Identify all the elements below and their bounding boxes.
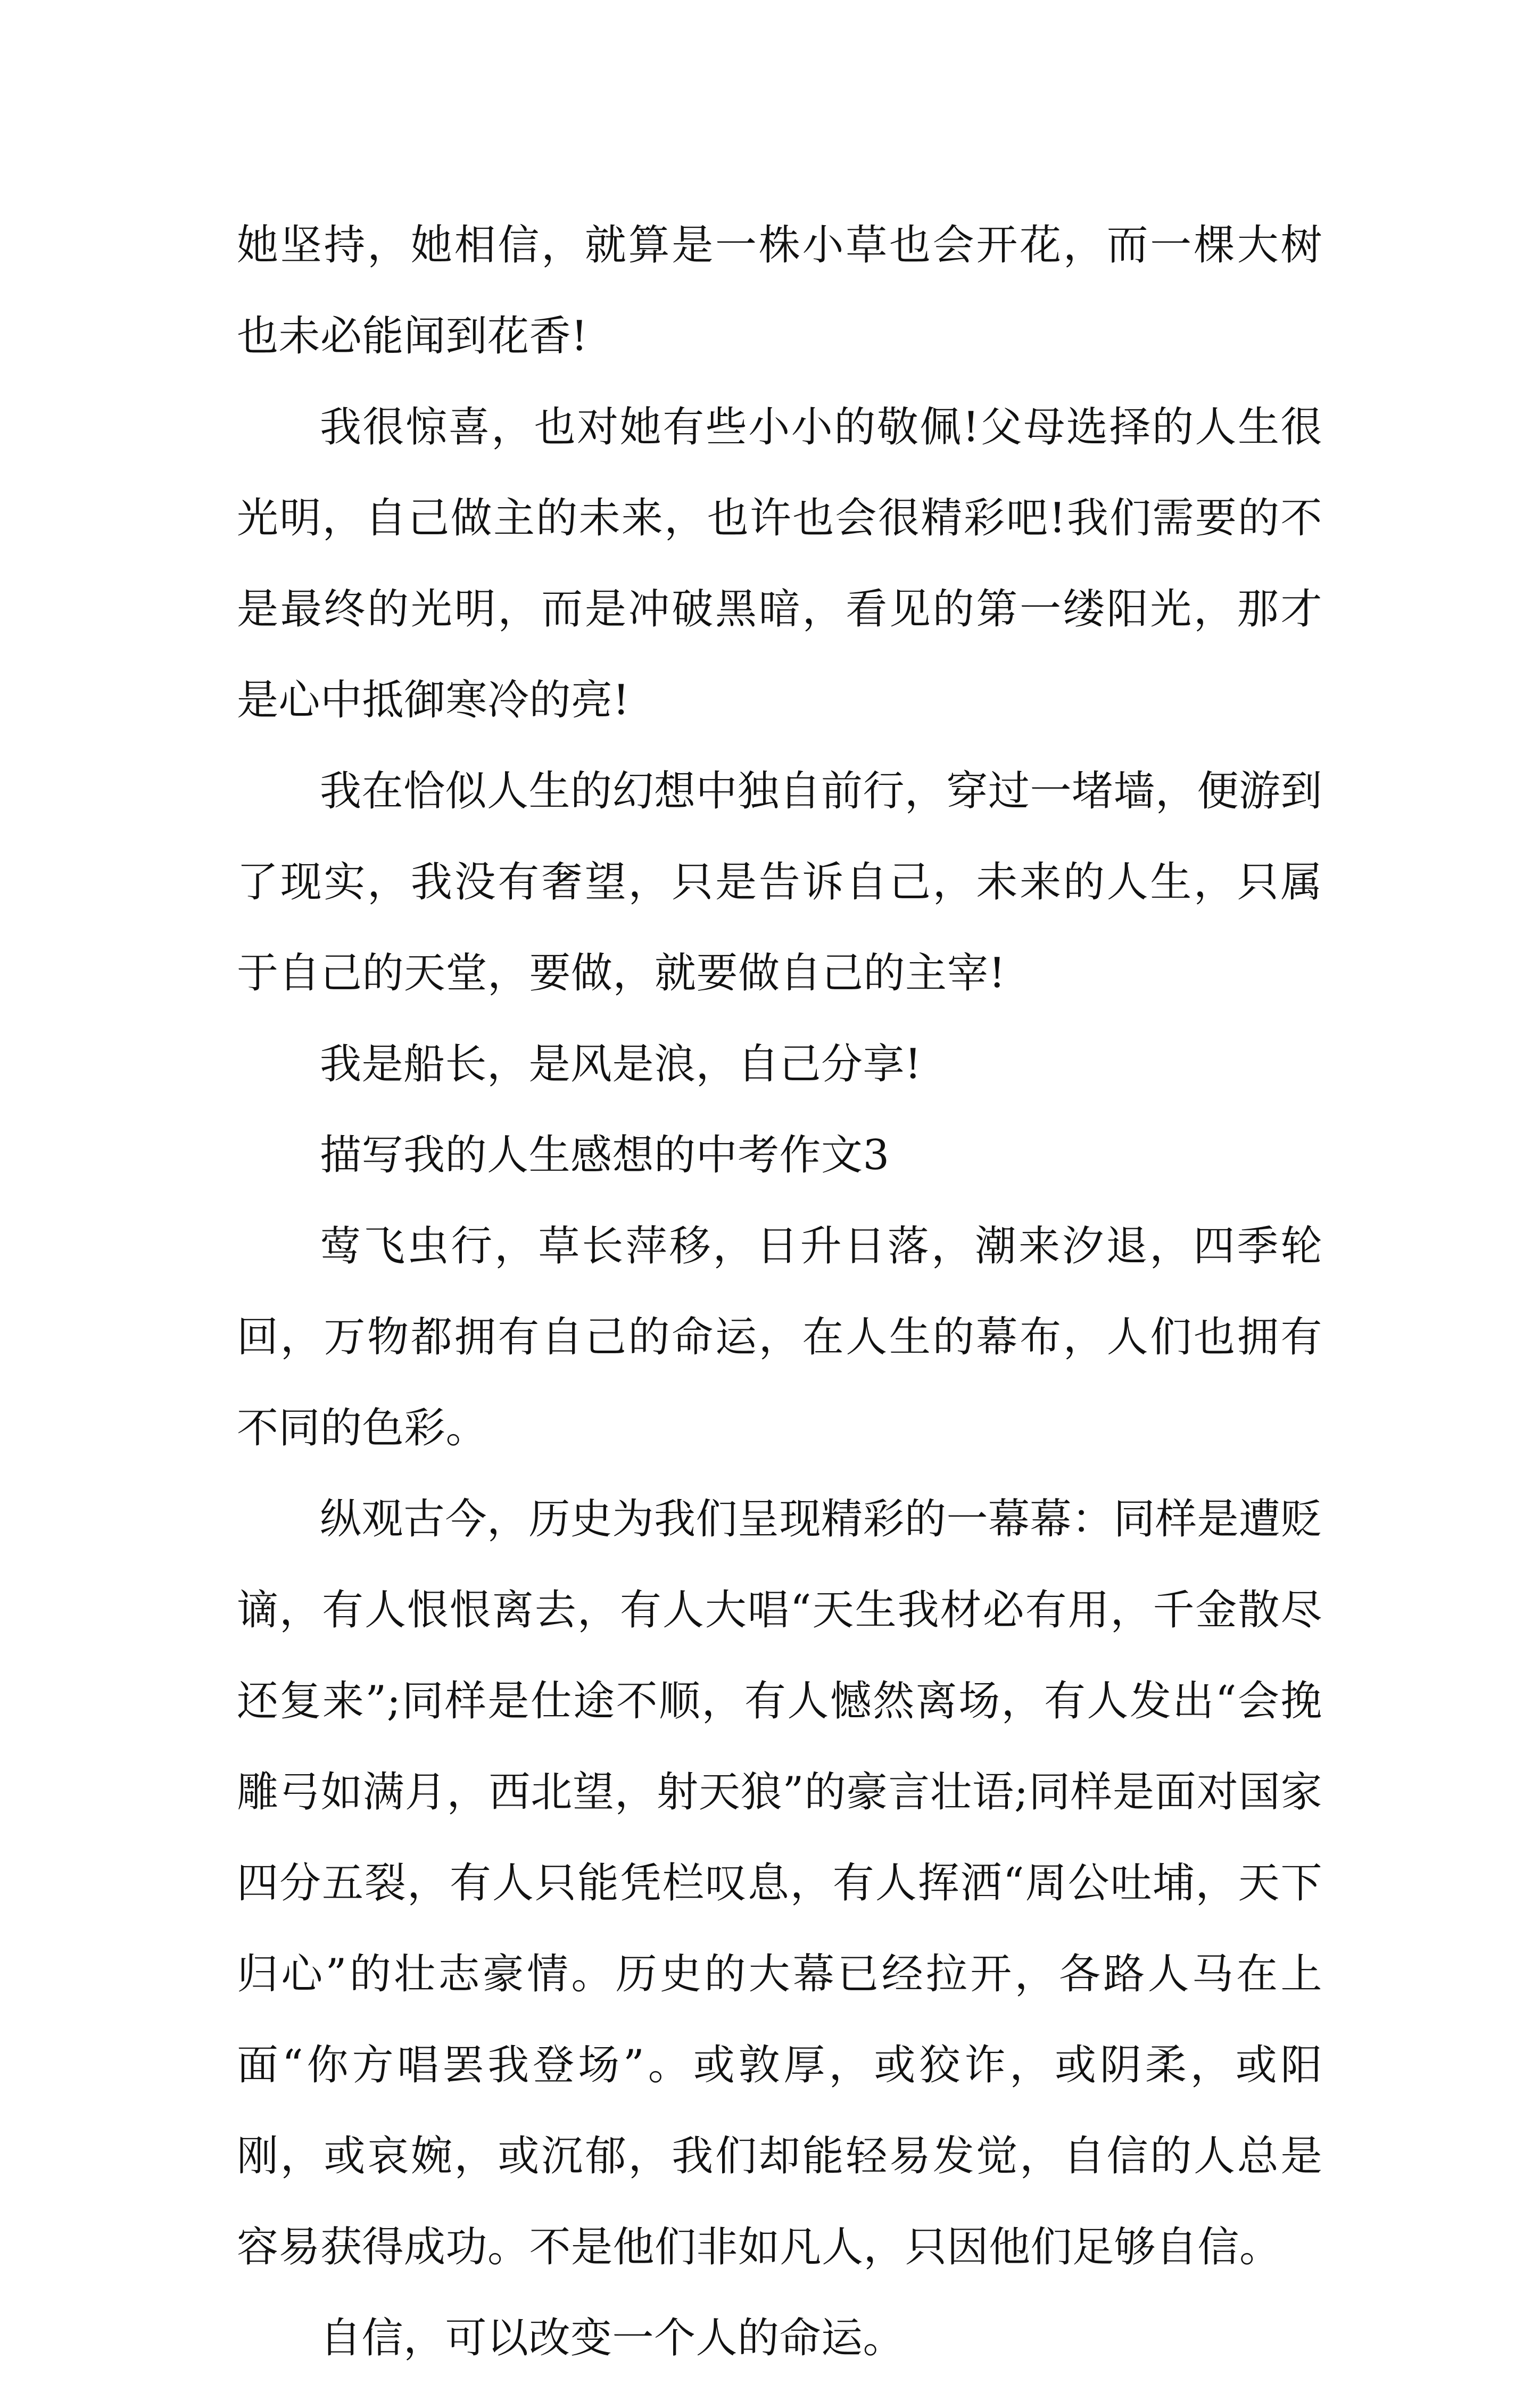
paragraph-7: 自信，可以改变一个人的命运。 <box>320 2314 905 2362</box>
paragraph-6: 纵观古今，历史为我们呈现精彩的一幕幕：同样是遭贬谪，有人恨恨离去，有人大唱“天生我材必有用，千金散尽还复来”;同样是仕途不顺，有人憾然离场，有人发出“会挽雕弓如满月，西北望，射天狼”的豪言壮语;同样是面对国家四分五裂，有人只能凭栏叹息，有人挥洒“周公吐埔，天下归心”的壮志豪情。历史的大幕已经拉开，各路人马在上面“你方唱罢我登场”。或敦厚，或狡诈，或阴柔，或阳刚，或哀婉，或沉郁，我们却能轻易发觉，自信的人总是容易获得成功。不是他们非如凡人，只因他们足够自信。 <box>237 1495 1323 2271</box>
paragraph-4: 我是船长，是风是浪，自己分享! <box>320 1040 922 1088</box>
paragraph-5: 莺飞虫行，草长萍移，日升日落，潮来汐退，四季轮回，万物都拥有自己的命运，在人生的幕布，人们也拥有不同的色彩。 <box>237 1222 1322 1452</box>
document-body <box>237 200 1322 2384</box>
paragraph-1: 她坚持，她相信，就算是一株小草也会开花，而一棵大树也未必能闻到花香! <box>237 221 1322 360</box>
paragraph-2: 我很惊喜，也对她有些小小的敬佩!父母选择的人生很光明，自己做主的未来，也许也会很精彩吧!我们需要的不是最终的光明，而是冲破黑暗，看见的第一缕阳光，那才是心中抵御寒冷的亮! <box>237 403 1322 724</box>
paragraph-3: 我在恰似人生的幻想中独自前行，穿过一堵墙，便游到了现实，我没有奢望，只是告诉自己，未来的人生，只属于自己的天堂，要做，就要做自己的主宰! <box>237 767 1323 997</box>
section-heading: 描写我的人生感想的中考作文3 <box>320 1131 890 1179</box>
